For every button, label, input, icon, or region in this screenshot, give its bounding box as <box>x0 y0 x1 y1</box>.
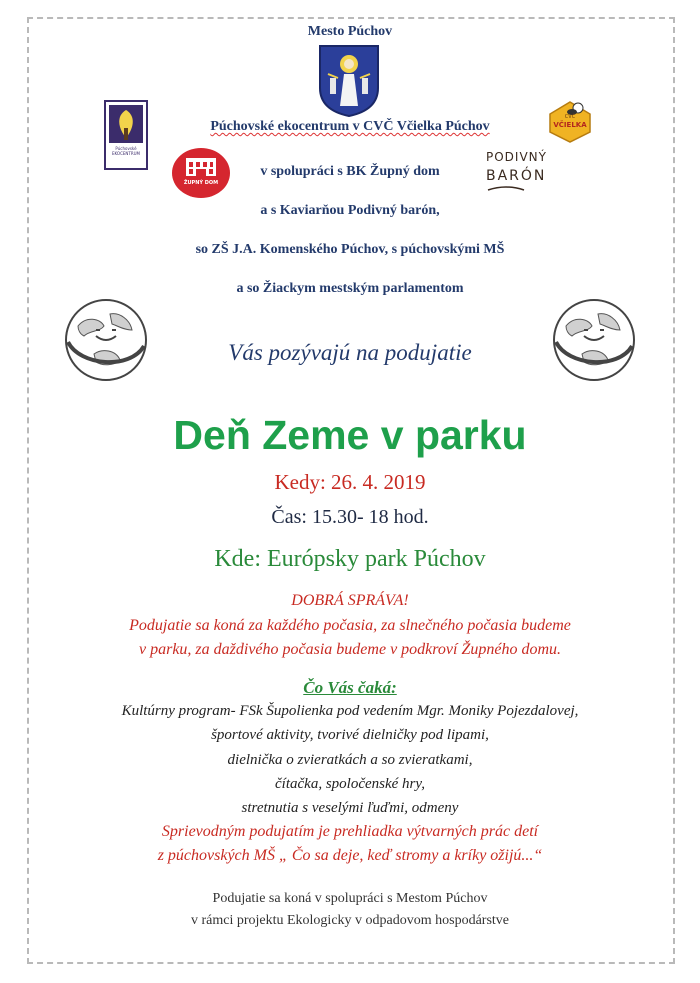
event-date <box>0 470 700 495</box>
good-news-heading: DOBRÁ SPRÁVA! <box>291 592 409 609</box>
zupny-dom-logo-text: ŽUPNÝ DOM <box>183 180 219 186</box>
vcielka-logo <box>546 98 594 144</box>
good-news-line-1: Podujatie sa koná za každého počasia, za slnečného počasia budeme <box>129 617 571 634</box>
program-line-4: čítačka, spoločenské hry, <box>275 776 425 792</box>
good-news-line-2: v parku, za daždivého počasia budeme v podkroví Župného domu. <box>139 641 561 658</box>
baron-logo-text-1: PODIVNÝ <box>486 150 547 164</box>
logo-text: EKOCENTRUM <box>112 151 140 156</box>
footer-line-1: Podujatie sa koná v spolupráci s Mestom Púchov <box>212 891 488 906</box>
time-label: Čas: <box>271 506 307 528</box>
event-title: Deň Zeme v parku <box>173 412 527 458</box>
event-location: Kde: Európsky park Púchov <box>214 546 486 572</box>
ekocentrum-logo <box>104 100 148 170</box>
baron-logo-text-2: BARÓN <box>486 168 547 184</box>
exhibit-line-1: Sprievodným podujatím je prehliadka výtvarných prác detí <box>161 823 539 840</box>
city-coat-of-arms <box>318 44 380 118</box>
city-name: Mesto Púchov <box>307 24 393 39</box>
program-line-5: stretnutia s veselými ľuďmi, odmeny <box>241 800 459 816</box>
exhibit-line-2: z púchovských MŠ „ Čo sa deje, keď stromy a kríky ožijú...“ <box>157 847 543 864</box>
program-line-2: športové aktivity, tvorivé dielničky pod lipami, <box>211 727 489 743</box>
event-time <box>0 506 700 529</box>
organizer-line <box>0 119 700 135</box>
partner-line-3: so ZŠ J.A. Komenského Púchov, s púchovskými MŠ <box>195 242 505 257</box>
logo-text: Púchovské <box>115 146 137 151</box>
date-value: 26. 4. 2019 <box>331 470 426 494</box>
vcielka-logo-text-1: CVČ <box>564 114 576 120</box>
organizer-text: Púchovské ekocentrum v CVČ Včielka Púchov <box>210 119 490 134</box>
program-heading <box>0 678 700 698</box>
partner-line-4: a so Žiackym mestským parlamentom <box>236 281 464 296</box>
invitation-text: Vás pozývajú na podujatie <box>228 340 472 365</box>
podivny-baron-logo <box>486 150 547 204</box>
date-label: Kedy: <box>274 470 326 494</box>
vcielka-logo-text-2: VČIELKA <box>553 121 587 129</box>
footer-line-2: v rámci projektu Ekologicky v odpadovom hospodárstve <box>190 913 510 928</box>
program-heading-text: Čo Vás čaká: <box>303 678 397 697</box>
partner-line-2: a s Kaviarňou Podivný barón, <box>260 203 440 218</box>
program-line-3: dielnička o zvieratkách a so zvieratkami, <box>227 752 473 768</box>
program-line-1: Kultúrny program- FSk Šupolienka pod vedením Mgr. Moniky Pojezdalovej, <box>121 703 579 719</box>
partner-line-1: v spolupráci s BK Župný dom <box>260 164 440 179</box>
time-value: 15.30- 18 hod. <box>311 506 429 528</box>
